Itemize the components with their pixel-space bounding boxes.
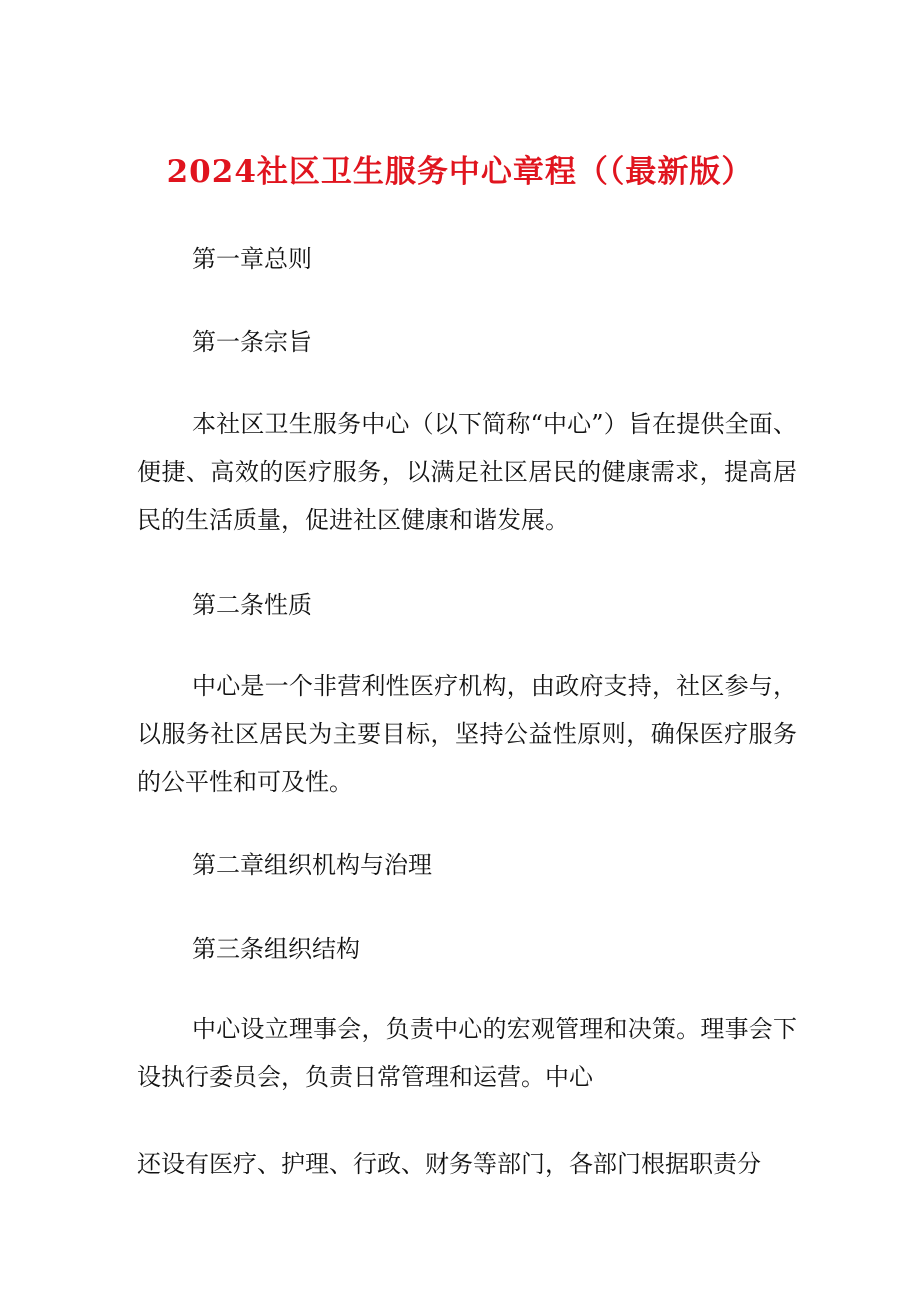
paragraph: 还设有医疗、护理、行政、财务等部门，各部门根据职责分: [137, 1150, 761, 1178]
article-heading: 第二条性质: [192, 591, 312, 619]
chapter-heading: 第二章组织机构与治理: [192, 851, 432, 879]
paragraph: 中心设立理事会，负责中心的宏观管理和决策。理事会下设执行委员会，负责日常管理和运营。中心: [137, 1015, 797, 1091]
chapter-heading: 第一章总则: [192, 245, 312, 273]
article-heading: 第一条宗旨: [192, 328, 312, 356]
paragraph: 本社区卫生服务中心（以下简称“中心”）旨在提供全面、便捷、高效的医疗服务，以满足社区居民的健康需求，提高居民的生活质量，促进社区健康和谐发展。: [137, 410, 797, 534]
document-title: 2024社区卫生服务中心章程（（最新版）: [166, 154, 754, 190]
article-heading: 第三条组织结构: [192, 935, 360, 963]
paragraph: 中心是一个非营利性医疗机构，由政府支持，社区参与，以服务社区居民为主要目标，坚持公益性原则，确保医疗服务的公平性和可及性。: [137, 672, 797, 796]
